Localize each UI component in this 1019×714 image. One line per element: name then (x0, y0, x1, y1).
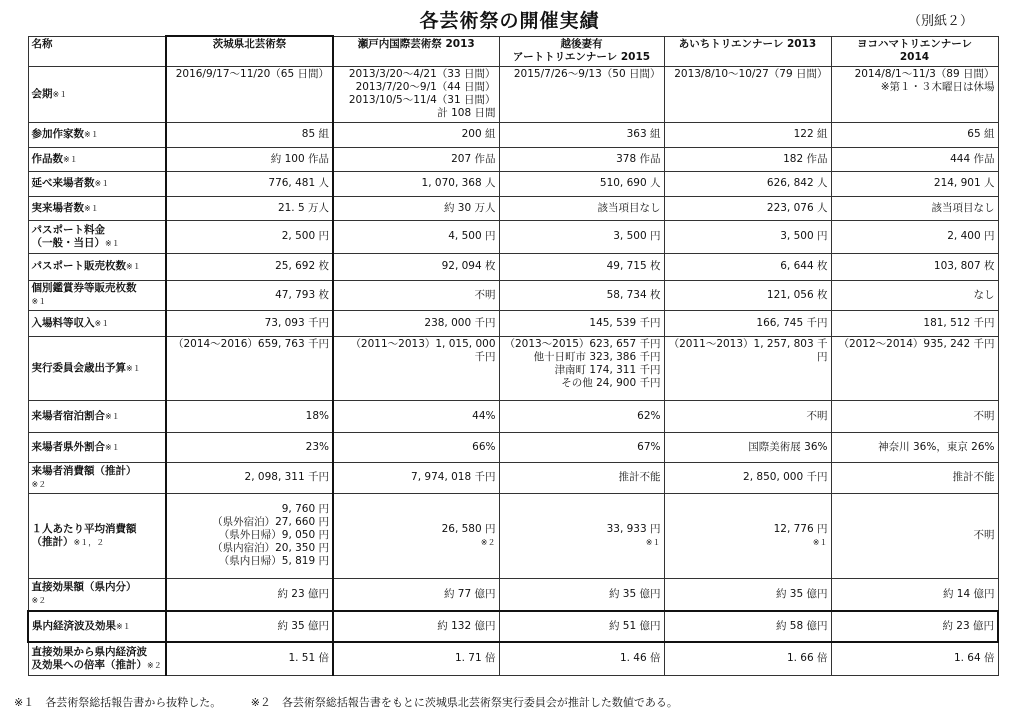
row-artists: 参加作家数※１ 85 組 200 組 363 組 122 組 65 組 (28, 122, 998, 147)
header-echigo-line1: 越後妻有 (560, 37, 603, 50)
row-works: 作品数※１ 約 100 作品 207 作品 378 作品 182 作品 444 作品 (28, 147, 998, 171)
row-period (28, 66, 998, 122)
header-echigo (499, 36, 664, 66)
row-multiplier: 直接効果から県内経済波 及効果への倍率（推計）※２ 1. 51 倍 1. 71 倍 1. 46 倍 1. 66 倍 1. 64 倍 (28, 642, 998, 675)
per-person-echigo: 33, 933 円 ※１ (499, 493, 664, 578)
row-outside-ratio: 来場者県外割合※１ 23% 66% 67% 国際美術展 36% 神奈川 36%，東京 26% (28, 432, 998, 462)
festival-results-table (27, 35, 999, 676)
header-yokohama-line1: ヨコハマトリエンナーレ (856, 37, 973, 50)
budget-echigo: （2013～2015）623, 657 千円 他十日町市 323, 386 千円 津南町 174, 311 千円 その他 24, 900 千円 (499, 336, 664, 400)
header-row (28, 36, 998, 66)
header-setouchi: 瀬戸内国際芸術祭 2013 (333, 36, 499, 66)
header-name: 名称 (28, 36, 166, 66)
row-actual-visitors: 実来場者数※１ 21. 5 万人 約 30 万人 該当項目なし 223, 076 人 該当項目なし (28, 196, 998, 220)
row-individual-tickets: 個別鑑賞券等販売枚数 ※１ 47, 793 枚 不明 58, 734 枚 121, 056 枚 なし (28, 280, 998, 310)
period-setouchi: 2013/3/20～4/21（33 日間） 2013/7/20～9/1（44 日間） 2013/10/5～11/4（31 日間） 計 108 日間 (333, 66, 499, 122)
per-person-ibaraki: 9, 760 円 （県外宿泊）27, 660 円 （県外日帰）9, 050 円 （県内宿泊）20, 350 円 （県内日帰）5, 819 円 (166, 493, 333, 578)
row-total-visitors: 延べ来場者数※１ 776, 481 人 1, 070, 368 人 510, 690 人 626, 842 人 214, 901 人 (28, 171, 998, 196)
header-yokohama (831, 36, 998, 66)
footnote-2: ※２ 各芸術祭総括報告書をもとに茨城県北芸術祭実行委員会が推計した数値である。 (250, 696, 678, 709)
header-aichi: あいちトリエンナーレ 2013 (664, 36, 831, 66)
period-echigo: 2015/7/26～9/13（50 日間） (499, 66, 664, 122)
period-label: 会期※１ (28, 66, 166, 122)
row-passport-fee: パスポート料金 （一般・当日）※１ 2, 500 円 4, 500 円 3, 500 円 3, 500 円 2, 400 円 (28, 220, 998, 253)
period-aichi: 2013/8/10～10/27（79 日間） (664, 66, 831, 122)
row-passport-sales: パスポート販売枚数※１ 25, 692 枚 92, 094 枚 49, 715 枚 6, 644 枚 103, 807 枚 (28, 253, 998, 280)
row-budget: 実行委員会歳出予算※１ （2014～2016）659, 763 千円 （2011～2013）1, 015, 000 千円 （2013～2015）623, 657 千円 他十日町市 323, 386 千円 津南町 174, 311 千円 その他 24, 900 千円 （2011～2013）1, 257, 803 千円 （2012～2014）935, 242 千円 (28, 336, 998, 400)
per-person-aichi: 12, 776 円 ※１ (664, 493, 831, 578)
per-person-setouchi: 26, 580 円 ※２ (333, 493, 499, 578)
header-ibaraki: 茨城県北芸術祭 (166, 36, 333, 66)
row-direct-effect: 直接効果額（県内分） ※２ 約 23 億円 約 77 億円 約 35 億円 約 35 億円 約 14 億円 (28, 578, 998, 611)
period-yokohama: 2014/8/1～11/3（89 日間） ※第１・３木曜日は休場 (831, 66, 998, 122)
period-ibaraki: 2016/9/17～11/20（65 日間） (166, 66, 333, 122)
header-echigo-line2: アートトリエンナーレ 2015 (512, 50, 651, 63)
row-admission-income: 入場料等収入※１ 73, 093 千円 238, 000 千円 145, 539 千円 166, 745 千円 181, 512 千円 (28, 310, 998, 336)
row-per-person: １人あたり平均消費額 （推計）※１，２ 9, 760 円 （県外宿泊）27, 660 円 （県外日帰）9, 050 円 （県内宿泊）20, 350 円 （県内日帰）5, 819 円 26, 580 円 ※２ 33, 933 円 ※１ 12, 776 円 ※１ 不明 (28, 493, 998, 578)
header-yokohama-line2: 2014 (899, 50, 930, 63)
row-overnight-ratio: 来場者宿泊割合※１ 18% 44% 62% 不明 不明 (28, 400, 998, 432)
attachment-label: （別紙２） (908, 14, 974, 29)
footnote-1: ※１ 各芸術祭総括報告書から抜粋した。 (14, 696, 222, 709)
row-ripple-effect: 県内経済波及効果※１ 約 35 億円 約 132 億円 約 51 億円 約 58 億円 約 23 億円 (28, 611, 998, 642)
row-consumption: 来場者消費額（推計） ※２ 2, 098, 311 千円 7, 974, 018 千円 推計不能 2, 850, 000 千円 推計不能 (28, 462, 998, 493)
document-title: 各芸術祭の開催実績 (419, 10, 600, 32)
footnotes (14, 694, 704, 710)
